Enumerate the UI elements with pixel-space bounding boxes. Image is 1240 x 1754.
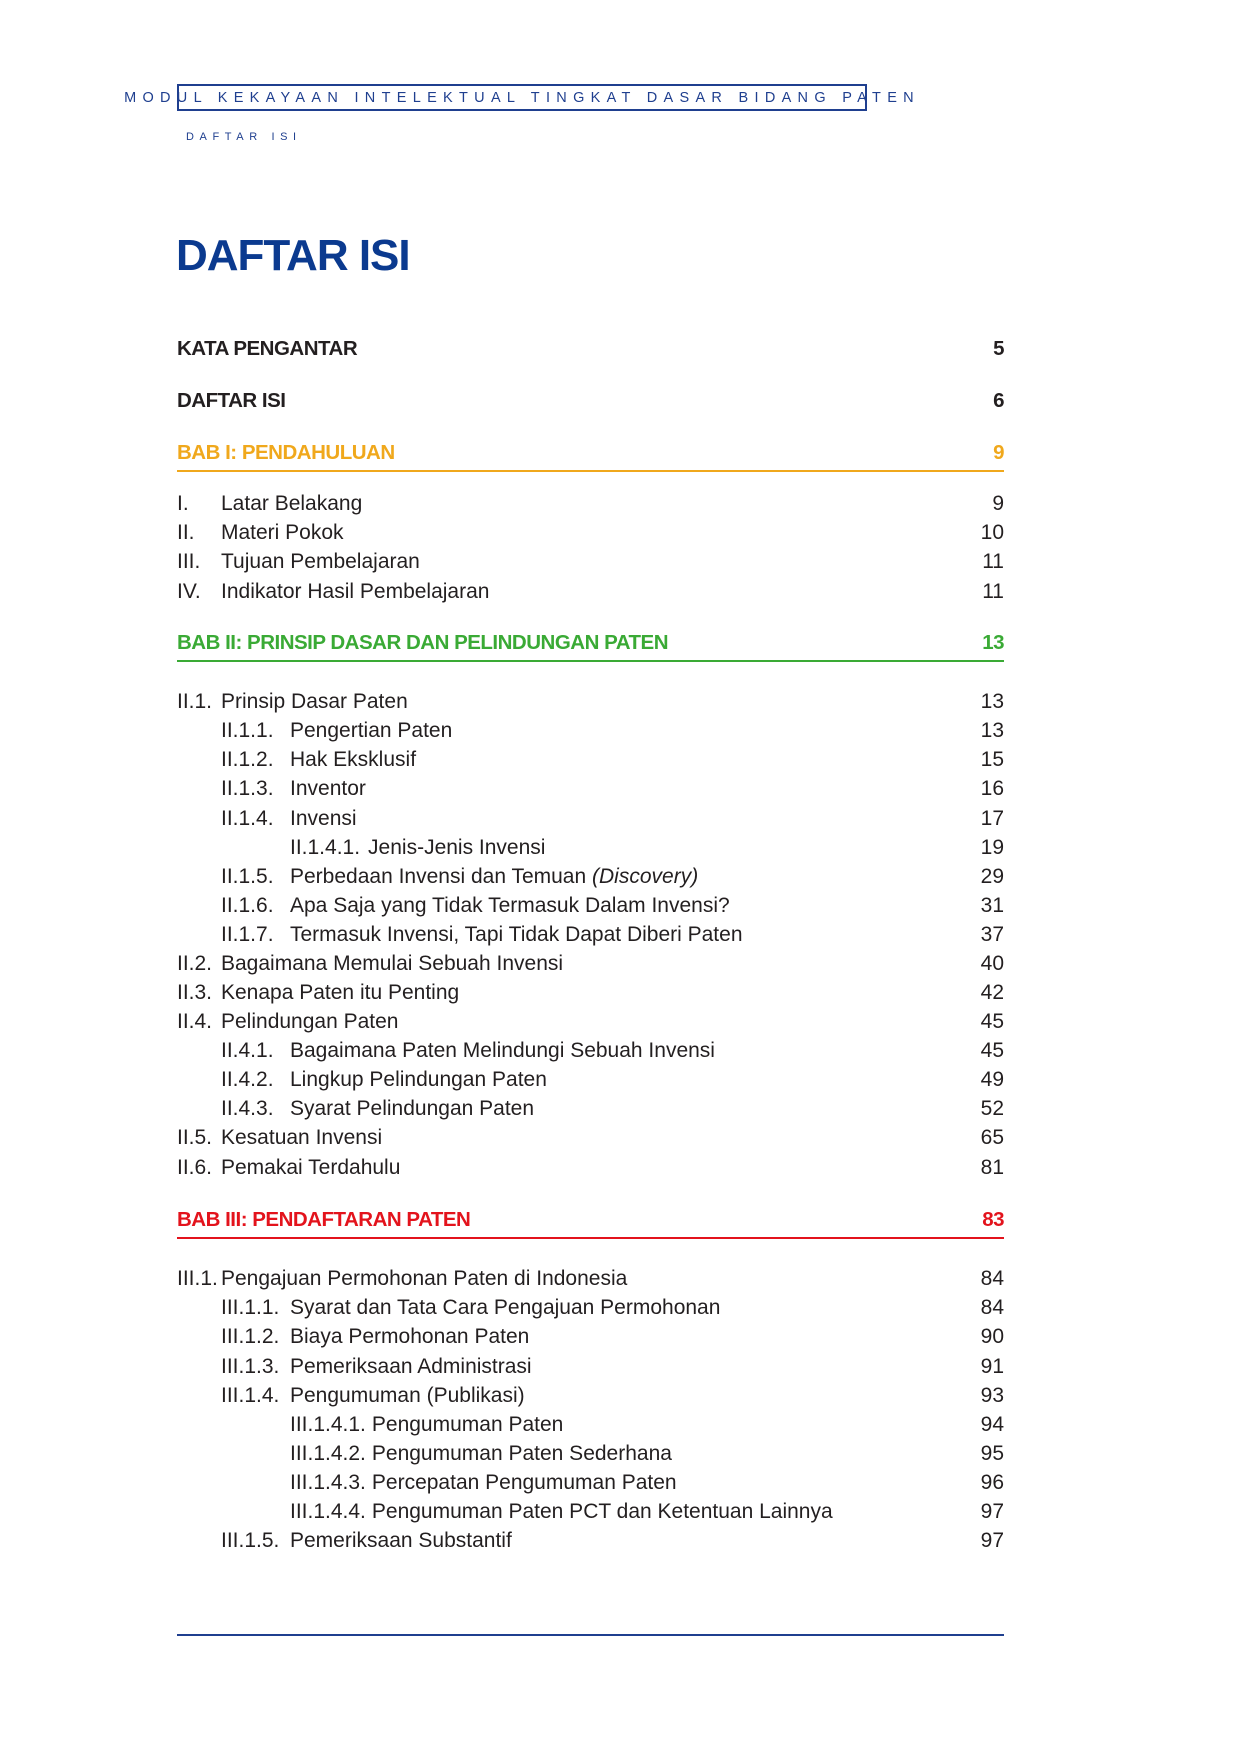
toc-entry-number: III.1.4.1. — [290, 1412, 366, 1436]
toc-entry-title: Indikator Hasil Pembelajaran — [221, 579, 490, 603]
toc-entry-title: Syarat Pelindungan Paten — [290, 1096, 535, 1120]
toc-entry[interactable] — [177, 891, 1004, 920]
toc-entry-title — [290, 865, 964, 889]
toc-entry-page: 17 — [980, 806, 1004, 830]
toc-entry-number: IV. — [177, 579, 201, 603]
toc-entry-page: 65 — [980, 1125, 1004, 1149]
toc-entry[interactable] — [177, 1497, 1004, 1526]
toc-entry-number: II.4.2. — [221, 1067, 274, 1091]
toc-entry-page: 94 — [980, 1412, 1004, 1436]
toc-entry-title: Percepatan Pengumuman Paten — [371, 1470, 677, 1494]
toc-entry-number: III.1.4.2. — [290, 1441, 366, 1465]
toc-entry[interactable] — [177, 1007, 1004, 1036]
toc-entry-title: Pemeriksaan Administrasi — [290, 1354, 532, 1378]
toc-entry-page: 11 — [982, 579, 1004, 603]
toc-entry-number: III.1.4. — [221, 1383, 280, 1407]
toc-entry-number: III. — [177, 549, 201, 573]
toc-entry-number: III.1.4.3. — [290, 1470, 366, 1494]
toc-entry-number: II.4.3. — [221, 1096, 274, 1120]
toc-entry[interactable] — [177, 518, 1004, 547]
toc-entry-title-italic: (Discovery) — [592, 864, 699, 888]
toc-entry-title: Jenis-Jenis Invensi — [368, 835, 546, 859]
toc-entry[interactable] — [177, 716, 1004, 745]
toc-entry[interactable] — [177, 1381, 1004, 1410]
toc-entry[interactable] — [177, 949, 1004, 978]
toc-entry[interactable] — [177, 774, 1004, 803]
toc-entry-page: 45 — [980, 1038, 1004, 1062]
running-header — [124, 84, 920, 111]
toc-entry[interactable] — [177, 1264, 1004, 1293]
toc-entry-title: Lingkup Pelindungan Paten — [290, 1067, 547, 1091]
toc-entry-page: 19 — [980, 835, 1004, 859]
chapter-page: 13 — [982, 630, 1004, 654]
toc-entry[interactable] — [177, 1526, 1004, 1555]
chapter-page: 9 — [993, 440, 1004, 464]
chapter-heading-bab-2[interactable] — [177, 628, 1004, 657]
chapter-title: BAB II: PRINSIP DASAR DAN PELINDUNGAN PATEN — [177, 630, 669, 654]
toc-entry-number: II. — [177, 520, 195, 544]
toc-entry-title: Pengumuman Paten Sederhana — [371, 1441, 672, 1465]
toc-entry-number: II.1. — [177, 689, 213, 713]
toc-entry-kata-pengantar[interactable] — [177, 334, 1004, 363]
toc-entry-title: Pengumuman Paten PCT dan Ketentuan Lainnya — [371, 1499, 833, 1523]
chapter-title: BAB I: PENDAHULUAN — [177, 440, 395, 464]
toc-entry[interactable] — [177, 745, 1004, 774]
toc-entry[interactable] — [177, 1094, 1004, 1123]
running-header-text: MODUL KEKAYAAN INTELEKTUAL TINGKAT DASAR BIDANG PATEN — [124, 89, 920, 106]
toc-entry-page: 42 — [980, 980, 1004, 1004]
toc-entry[interactable] — [177, 1410, 1004, 1439]
toc-entry-number: II.1.4.1. — [290, 835, 361, 859]
toc-entry[interactable] — [177, 833, 1004, 862]
toc-entry-number: II.1.7. — [221, 922, 274, 946]
toc-entry[interactable] — [177, 1322, 1004, 1351]
toc-entry-page: 37 — [980, 922, 1004, 946]
toc-entry-title: Biaya Permohonan Paten — [290, 1324, 530, 1348]
toc-entry-number: I. — [177, 491, 189, 515]
footer-rule — [177, 1634, 1004, 1636]
toc-entry-number: II.2. — [177, 951, 213, 975]
toc-entry[interactable] — [177, 978, 1004, 1007]
toc-entry-page: 90 — [980, 1324, 1004, 1348]
toc-entry-page: 15 — [980, 747, 1004, 771]
toc-entry-title: Hak Eksklusif — [290, 747, 417, 771]
toc-entry-number: III.1.4.4. — [290, 1499, 366, 1523]
toc-entry-page: 96 — [980, 1470, 1004, 1494]
toc-entry-page: 6 — [993, 388, 1004, 412]
toc-entry-daftar-isi[interactable] — [177, 386, 1004, 415]
toc-entry-title: Pemakai Terdahulu — [221, 1155, 401, 1179]
toc-entry-page: 84 — [980, 1295, 1004, 1319]
toc-entry-page: 11 — [982, 549, 1004, 573]
toc-entry-page: 45 — [980, 1009, 1004, 1033]
chapter-title: BAB III: PENDAFTARAN PATEN — [177, 1207, 471, 1231]
toc-entry-number: II.1.5. — [221, 864, 274, 888]
toc-entry-page: 81 — [980, 1155, 1004, 1179]
toc-entry-page: 10 — [980, 520, 1004, 544]
toc-entry-number: III.1.1. — [221, 1295, 280, 1319]
toc-entry[interactable] — [177, 1065, 1004, 1094]
toc-entry-title: KATA PENGANTAR — [177, 336, 358, 360]
toc-entry-page: 93 — [980, 1383, 1004, 1407]
toc-entry[interactable] — [177, 1468, 1004, 1497]
toc-entry-number: II.4.1. — [221, 1038, 274, 1062]
toc-entry-title: Latar Belakang — [221, 491, 363, 515]
toc-entry-title: DAFTAR ISI — [177, 388, 286, 412]
toc-entry-page: 97 — [980, 1528, 1004, 1552]
toc-entry-title: Pengajuan Permohonan Paten di Indonesia — [221, 1266, 628, 1290]
toc-entry-number: II.1.1. — [221, 718, 274, 742]
toc-entry-title: Pengumuman Paten — [371, 1412, 564, 1436]
chapter-heading-bab-3[interactable] — [177, 1205, 1004, 1234]
toc-entry[interactable] — [177, 920, 1004, 949]
toc-entry-title: Kenapa Paten itu Penting — [221, 980, 460, 1004]
toc-entry-title: Bagaimana Memulai Sebuah Invensi — [221, 951, 564, 975]
toc-entry-page: 13 — [980, 718, 1004, 742]
toc-entry-number: II.4. — [177, 1009, 213, 1033]
toc-entry-page: 29 — [980, 864, 1004, 888]
toc-entry-page: 97 — [980, 1499, 1004, 1523]
toc-entry-page: 5 — [993, 336, 1004, 360]
toc-entry-page: 49 — [980, 1067, 1004, 1091]
toc-entry[interactable] — [177, 687, 1004, 716]
toc-entry-number: II.1.6. — [221, 893, 274, 917]
toc-entry-number: III.1.5. — [221, 1528, 280, 1552]
toc-entry-number: II.1.3. — [221, 776, 274, 800]
chapter-heading-bab-1[interactable] — [177, 438, 1004, 467]
toc-entry[interactable] — [177, 489, 1004, 518]
toc-entry-number: III.1. — [177, 1266, 218, 1290]
toc-entry-title: Pemeriksaan Substantif — [290, 1528, 512, 1552]
chapter-rule-bab-2 — [177, 660, 1004, 662]
toc-entry-page: 91 — [980, 1354, 1004, 1378]
toc-entry-number: II.5. — [177, 1125, 213, 1149]
toc-entry-title-text: Perbedaan Invensi dan Temuan — [290, 864, 587, 888]
toc-entry-page: 13 — [980, 689, 1004, 713]
toc-entry[interactable] — [177, 1036, 1004, 1065]
toc-entry[interactable] — [177, 1352, 1004, 1381]
toc-entry-number: II.3. — [177, 980, 213, 1004]
toc-entry-title: Materi Pokok — [221, 520, 344, 544]
toc-entry[interactable] — [177, 1153, 1004, 1182]
toc-entry-title: Tujuan Pembelajaran — [221, 549, 420, 573]
toc-entry-title: Pengertian Paten — [290, 718, 453, 742]
toc-entry-title: Syarat dan Tata Cara Pengajuan Permohonan — [290, 1295, 721, 1319]
toc-entry-title: Kesatuan Invensi — [221, 1125, 383, 1149]
toc-entry-number: III.1.3. — [221, 1354, 280, 1378]
toc-entry-title: Prinsip Dasar Paten — [221, 689, 408, 713]
toc-entry-page: 16 — [980, 776, 1004, 800]
toc-entry-title: Pelindungan Paten — [221, 1009, 399, 1033]
toc-entry[interactable] — [177, 577, 1004, 606]
toc-entry-title: Bagaimana Paten Melindungi Sebuah Invensi — [290, 1038, 715, 1062]
toc-entry[interactable] — [177, 804, 1004, 833]
toc-entry[interactable] — [177, 862, 1004, 891]
chapter-rule-bab-3 — [177, 1237, 1004, 1239]
page-title: DAFTAR ISI — [176, 231, 410, 280]
toc-entry-number: II.6. — [177, 1155, 213, 1179]
toc-entry-number: II.1.4. — [221, 806, 274, 830]
toc-entry[interactable] — [177, 1123, 1004, 1152]
section-label: DAFTAR ISI — [186, 131, 302, 143]
toc-entry-page: 95 — [980, 1441, 1004, 1465]
toc-entry-page: 52 — [980, 1096, 1004, 1120]
toc-entry-page: 84 — [980, 1266, 1004, 1290]
toc-entry-title: Apa Saja yang Tidak Termasuk Dalam Invensi? — [290, 893, 730, 917]
toc-entry[interactable] — [177, 1293, 1004, 1322]
chapter-page: 83 — [982, 1207, 1004, 1231]
toc-entry-page: 31 — [980, 893, 1004, 917]
toc-entry-number: III.1.2. — [221, 1324, 280, 1348]
toc-entry[interactable] — [177, 547, 1004, 576]
toc-entry-title: Termasuk Invensi, Tapi Tidak Dapat Diberi Paten — [290, 922, 743, 946]
toc-entry-page: 9 — [992, 491, 1004, 515]
toc-entry-number: II.1.2. — [221, 747, 274, 771]
toc-entry-page: 40 — [980, 951, 1004, 975]
chapter-rule-bab-1 — [177, 470, 1004, 472]
toc-entry[interactable] — [177, 1439, 1004, 1468]
toc-entry-title: Inventor — [290, 776, 366, 800]
toc-entry-title: Invensi — [290, 806, 357, 830]
toc-entry-title: Pengumuman (Publikasi) — [290, 1383, 525, 1407]
